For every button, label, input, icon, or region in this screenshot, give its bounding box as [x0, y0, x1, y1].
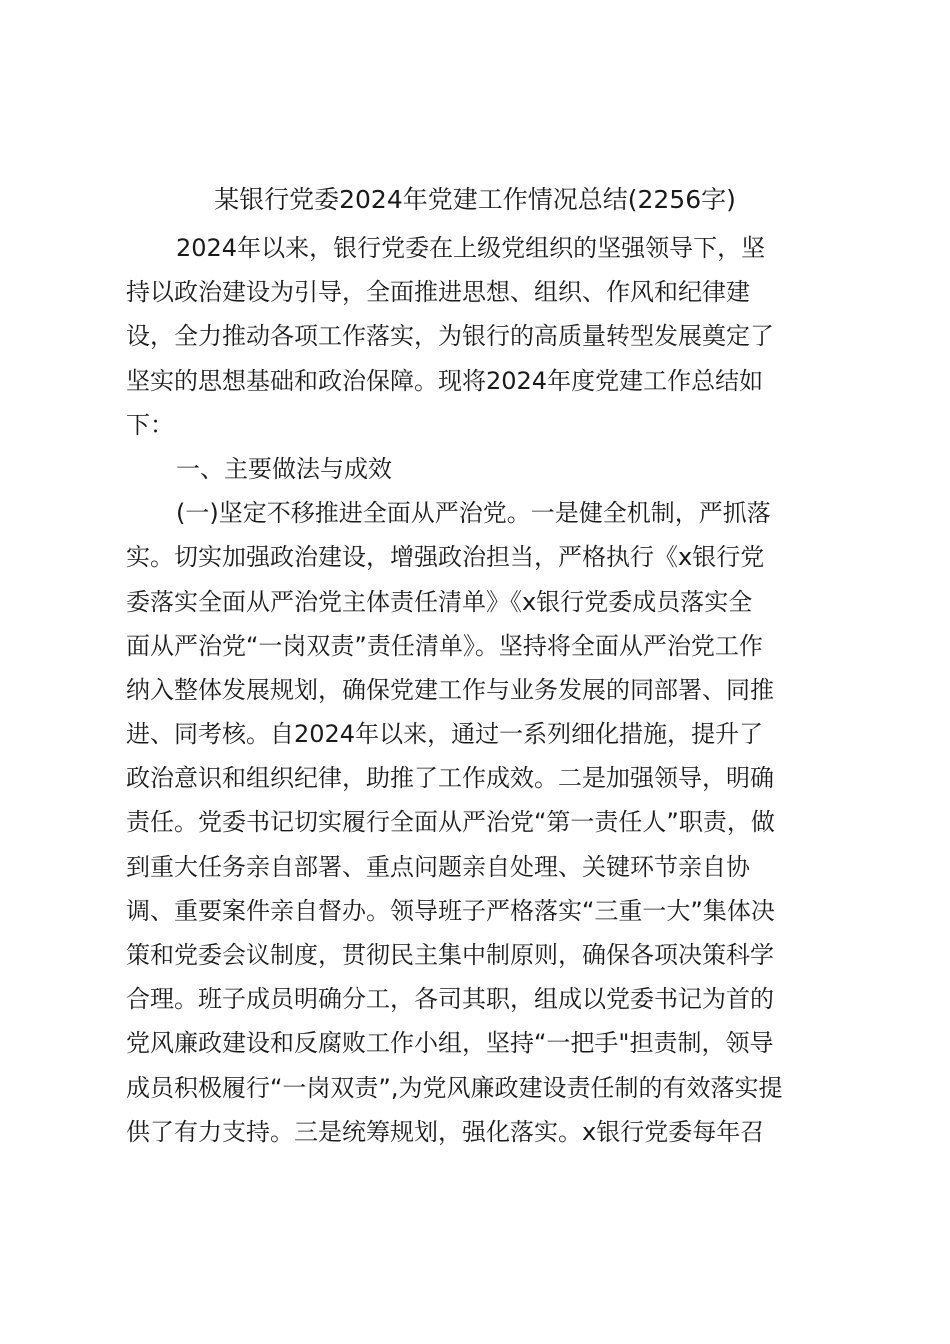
- section-heading: 一、主要做法与成效: [176, 454, 392, 483]
- body-line: 面从严治党“一岗双责”责任清单》。坚持将全面从严治党工作: [126, 631, 763, 660]
- body-line: 委落实全面从严治党主体责任清单》《x银行党委成员落实全: [126, 587, 753, 616]
- body-line: 合理。班子成员明确分工，各司其职，组成以党委书记为首的: [126, 985, 774, 1014]
- body-line: 持以政治建设为引导，全面推进思想、组织、作风和纪律建: [126, 278, 750, 307]
- body-line: 进、同考核。自2024年以来，通过一系列细化措施，提升了: [126, 720, 764, 749]
- body-line: 坚实的思想基础和政治保障。现将2024年度党建工作总结如: [126, 366, 764, 395]
- body-line: 供了有力支持。三是统筹规划，强化落实。x银行党委每年召: [126, 1117, 765, 1146]
- body-line: 到重大任务亲自部署、重点问题亲自处理、关键环节亲自协: [126, 852, 750, 881]
- body-line: (一)坚定不移推进全面从严治党。一是健全机制，严抓落: [176, 499, 771, 528]
- body-line: 下：: [126, 410, 174, 439]
- body-line: 成员积极履行“一岗双责”,为党风廉政建设责任制的有效落实提: [126, 1073, 783, 1102]
- body-line: 纳入整体发展规划，确保党建工作与业务发展的同部署、同推: [126, 675, 774, 704]
- body-line: 责任。党委书记切实履行全面从严治党“第一责任人”职责，做: [126, 808, 775, 837]
- body-line: 党风廉政建设和反腐败工作小组，坚持“一把手"担责制，领导: [126, 1029, 774, 1058]
- document-body: [126, 226, 826, 1154]
- body-line: 设，全力推动各项工作落实，为银行的高质量转型发展奠定了: [126, 322, 774, 351]
- document-title: 某银行党委2024年党建工作情况总结(2256字): [214, 185, 736, 214]
- body-line: 调、重要案件亲自督办。领导班子严格落实“三重一大”集体决: [126, 896, 775, 925]
- body-line: 策和党委会议制度，贯彻民主集中制原则，确保各项决策科学: [126, 941, 774, 969]
- body-line: 政治意识和组织纪律，助推了工作成效。二是加强领导，明确: [126, 764, 774, 793]
- body-line: 2024年以来，银行党委在上级党组织的坚强领导下，坚: [176, 234, 766, 262]
- body-line: 实。切实加强政治建设，增强政治担当，严格执行《x银行党: [126, 543, 765, 572]
